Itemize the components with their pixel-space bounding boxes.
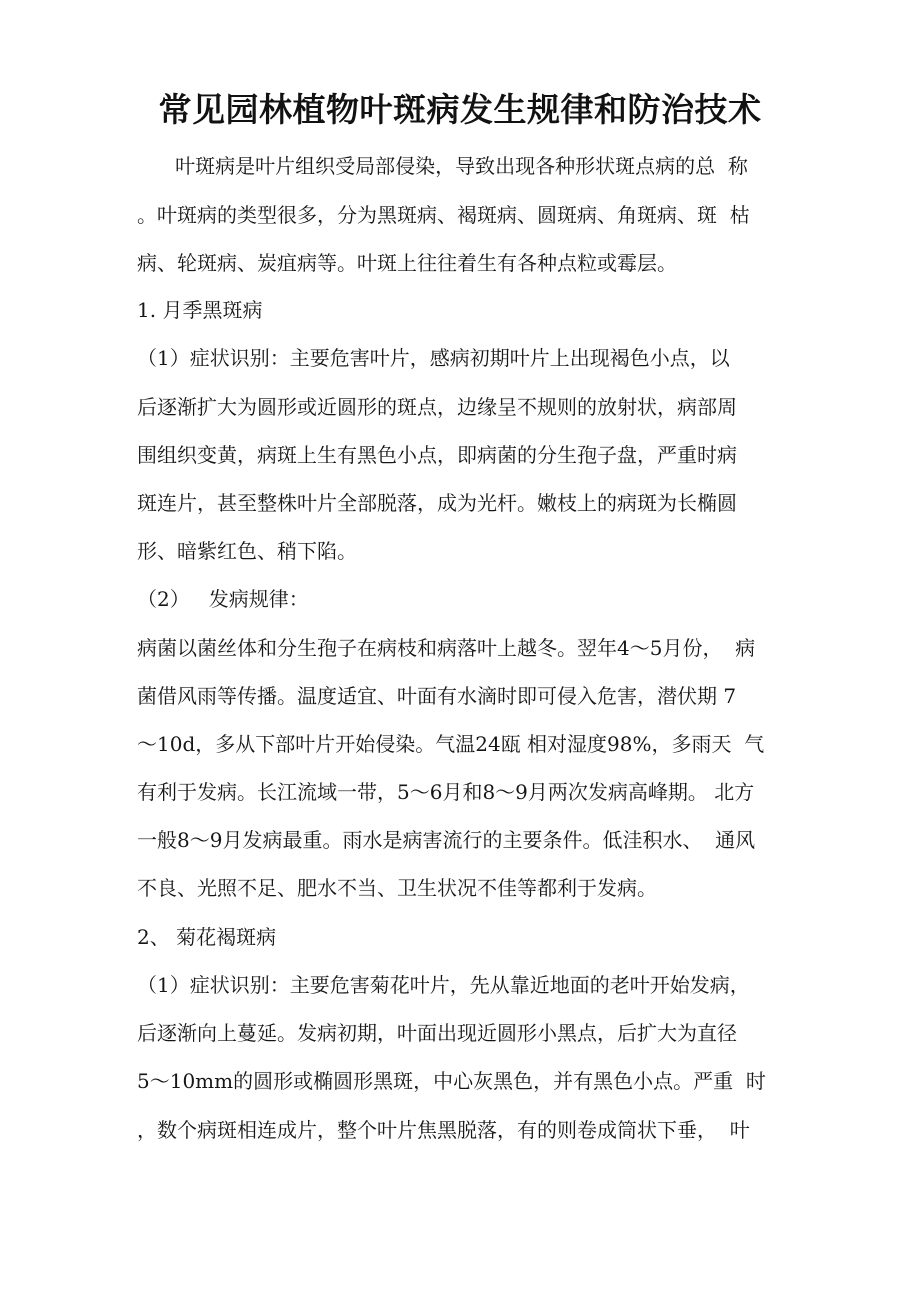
section-heading-2: 2、 菊花褐斑病 [137,925,277,949]
text-line: （1）症状识别：主要危害叶片，感病初期叶片上出现褐色小点，以 [137,346,730,370]
subsection-heading: （2） 发病规律： [137,587,309,611]
text-line: 〜10d，多从下部叶片开始侵染。气温24瓯 相对湿度98%，多雨天 气 [137,732,765,756]
text-line: 形、暗紫红色、稍下陷。 [137,539,357,563]
text-line: 。叶斑病的类型很多，分为黑斑病、褐斑病、圆斑病、角斑病、斑 枯 [137,203,750,227]
text-line: 斑连片，甚至整株叶片全部脱落，成为光杆。嫩枝上的病斑为长椭圆 [137,491,737,515]
section-heading-1: 1. 月季黑斑病 [137,298,263,322]
text-line: 后逐渐扩大为圆形或近圆形的斑点，边缘呈不规则的放射状，病部周 [137,395,737,419]
text-line: 病菌以菌丝体和分生孢子在病枝和病落叶上越冬。翌年4〜5月份， 病 [137,636,756,660]
text-line: 有利于发病。长江流域一带，5〜6月和8〜9月两次发病高峰期。 北方 [137,780,755,804]
text-line: ，数个病斑相连成片，整个叶片焦黑脱落，有的则卷成筒状下垂， 叶 [137,1118,750,1142]
text-line: 病、轮斑病、炭疽病等。叶斑上往往着生有各种点粒或霉层。 [137,251,677,275]
text-line: 围组织变黄，病斑上生有黑色小点，即病菌的分生孢子盘，严重时病 [137,443,737,467]
text-line: （1）症状识别：主要危害菊花叶片，先从靠近地面的老叶开始发病， [137,973,750,997]
text-line: 菌借风雨等传播。温度适宜、叶面有水滴时即可侵入危害，潜伏期 7 [137,684,737,708]
text-line: 不良、光照不足、肥水不当、卫生状况不佳等都利于发病。 [137,876,657,900]
text-line: 后逐渐向上蔓延。发病初期，叶面出现近圆形小黑点，后扩大为直径 [137,1021,737,1045]
text-line: 5〜10mm的圆形或椭圆形黑斑，中心灰黑色，并有黑色小点。严重 时 [137,1069,766,1093]
document-title: 常见园林植物叶斑病发生规律和防治技术 [158,90,762,129]
text-line: 一般8〜9月发病最重。雨水是病害流行的主要条件。低洼积水、 通风 [137,828,756,852]
text-line: 叶斑病是叶片组织受局部侵染，导致出现各种形状斑点病的总 称 [137,154,748,178]
